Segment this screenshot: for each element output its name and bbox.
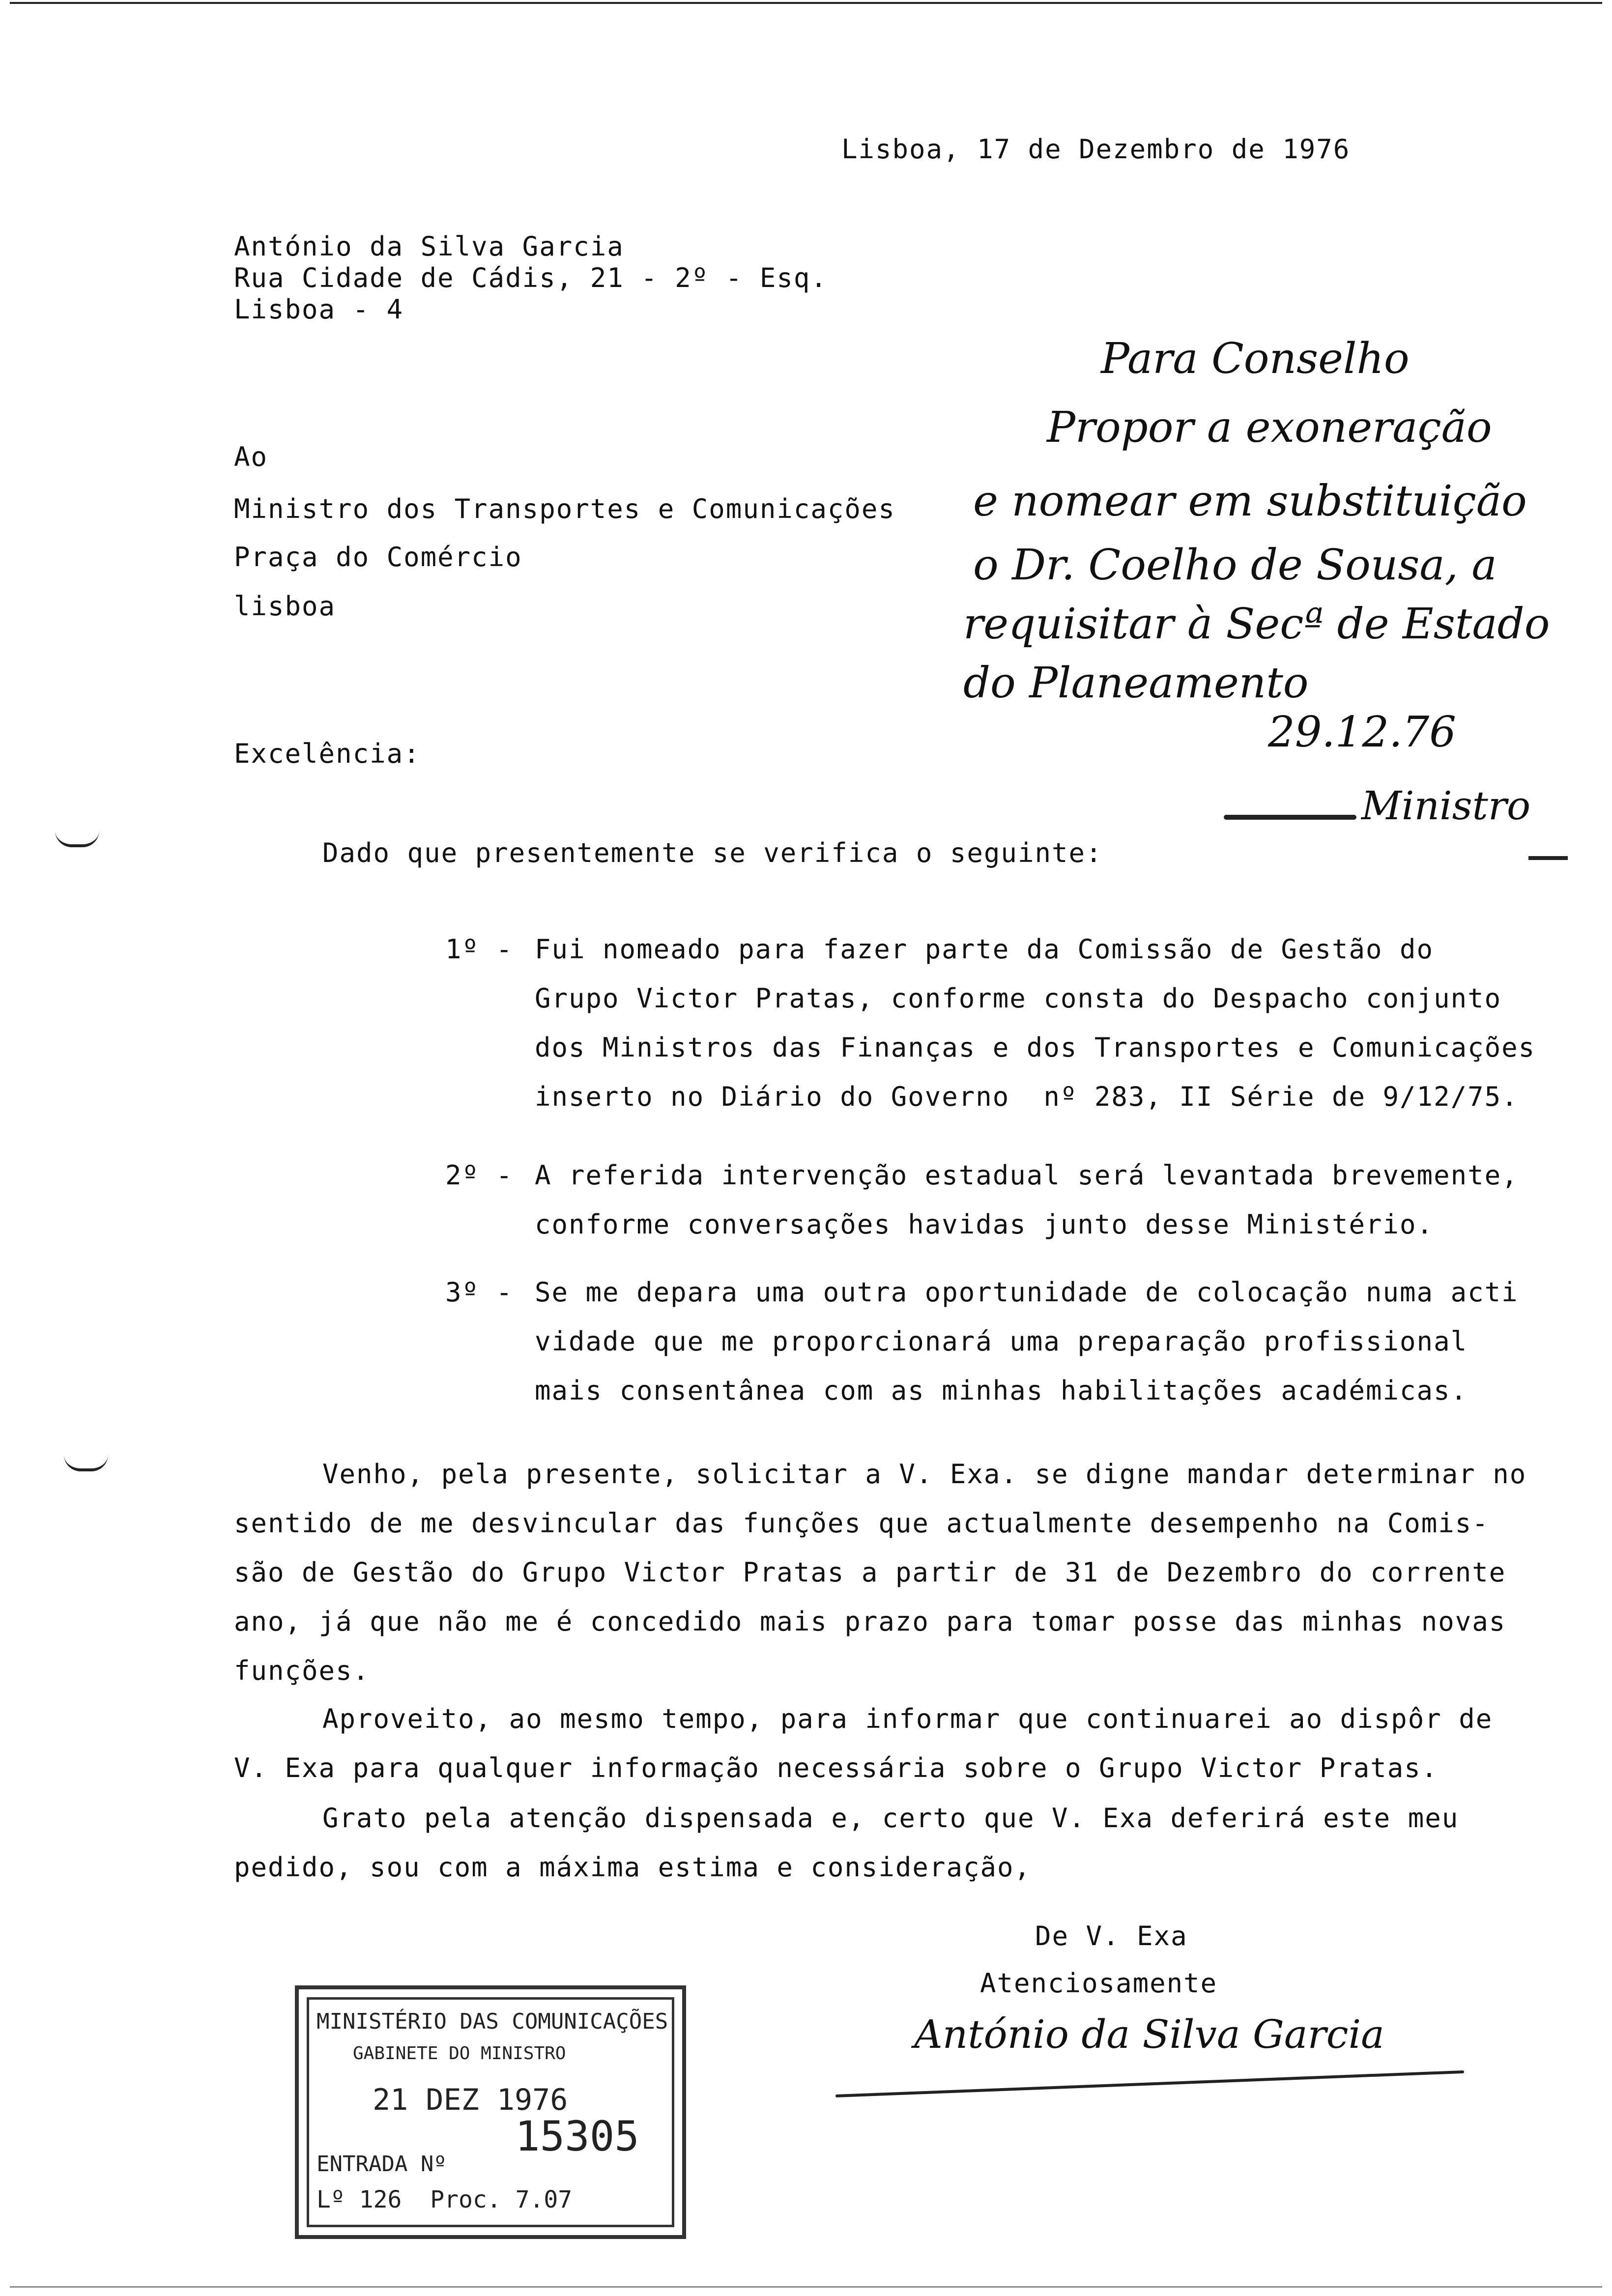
annotation-signature: Ministro xyxy=(1361,783,1531,829)
recipient-title: Ministro dos Transportes e Comunicações xyxy=(234,493,895,524)
paragraph-line: Aproveito, ao mesmo tempo, para informar que continuarei ao dispôr de xyxy=(322,1703,1493,1734)
registry-stamp xyxy=(295,1985,686,2239)
annotation-signature-stroke xyxy=(1224,815,1356,820)
item-line: Grupo Victor Pratas, conforme consta do Despacho conjunto xyxy=(535,983,1502,1014)
sender-city: Lisboa - 4 xyxy=(234,294,404,325)
stamp-office: GABINETE DO MINISTRO xyxy=(353,2043,566,2064)
punch-mark xyxy=(55,831,99,847)
closing-line: Atenciosamente xyxy=(980,1968,1218,1999)
annotation-line: Propor a exoneração xyxy=(1047,403,1492,452)
annotation-line: o Dr. Coelho de Sousa, a xyxy=(973,541,1497,590)
stamp-number: 15305 xyxy=(515,2112,639,2160)
top-border xyxy=(10,2,1602,4)
intro-text: Dado que presentemente se verifica o seguinte: xyxy=(322,837,1103,868)
item-line: inserto no Diário do Governo nº 283, II Série de 9/12/75. xyxy=(535,1081,1519,1112)
paragraph-line: sentido de me desvincular das funções que actualmente desempenho na Comis- xyxy=(234,1508,1489,1539)
stamp-date: 21 DEZ 1976 xyxy=(373,2083,568,2117)
item-line: conforme conversações havidas junto desse Ministério. xyxy=(535,1209,1434,1240)
place-date: Lisboa, 17 de Dezembro de 1976 xyxy=(841,134,1351,165)
closing-signature: António da Silva Garcia xyxy=(914,2011,1384,2057)
annotation-date: 29.12.76 xyxy=(1268,708,1456,757)
item-line: Se me depara uma outra oportunidade de colocação numa acti xyxy=(535,1277,1519,1308)
annotation-line: e nomear em substituição xyxy=(973,477,1527,526)
signature-flourish xyxy=(835,2070,1464,2097)
sender-name: António da Silva Garcia xyxy=(234,231,624,262)
item-number: 3º - xyxy=(445,1277,514,1308)
bottom-border xyxy=(10,2286,1602,2288)
item-line: Fui nomeado para fazer parte da Comissão de Gestão do xyxy=(535,934,1434,965)
annotation-line: requisitar à Secª de Estado xyxy=(963,600,1550,649)
punch-mark xyxy=(64,1455,108,1471)
paragraph-line: são de Gestão do Grupo Victor Pratas a partir de 31 de Dezembro do corrente xyxy=(234,1557,1506,1588)
item-number: 2º - xyxy=(445,1160,514,1191)
closing-line: De V. Exa xyxy=(1035,1921,1188,1952)
item-line: A referida intervenção estadual será levantada brevemente, xyxy=(535,1160,1519,1191)
salutation: Excelência: xyxy=(234,738,421,769)
stamp-ministry: MINISTÉRIO DAS COMUNICAÇÕES xyxy=(317,2009,668,2034)
paragraph-line: Venho, pela presente, solicitar a V. Exa. se digne mandar determinar no xyxy=(322,1459,1527,1490)
annotation-signature-underline xyxy=(1528,856,1568,860)
recipient-street: Praça do Comércio xyxy=(234,542,522,573)
stamp-ref: Lº 126 Proc. 7.07 xyxy=(317,2186,573,2213)
annotation-line: do Planeamento xyxy=(963,659,1309,708)
item-number: 1º - xyxy=(445,934,514,965)
recipient-prefix: Ao xyxy=(234,441,268,472)
paragraph-line: ano, já que não me é concedido mais prazo para tomar posse das minhas novas xyxy=(234,1606,1506,1637)
item-line: mais consentânea com as minhas habilitações académicas. xyxy=(535,1375,1468,1406)
item-line: vidade que me proporcionará uma preparação profissional xyxy=(535,1326,1468,1357)
paragraph-line: Grato pela atenção dispensada e, certo que V. Exa deferirá este meu xyxy=(322,1803,1459,1834)
item-line: dos Ministros das Finanças e dos Transportes e Comunicações xyxy=(535,1032,1536,1063)
sender-street: Rua Cidade de Cádis, 21 - 2º - Esq. xyxy=(234,262,828,293)
paragraph-line: V. Exa para qualquer informação necessária sobre o Grupo Victor Pratas. xyxy=(234,1752,1439,1783)
recipient-city: lisboa xyxy=(234,591,336,622)
paragraph-line: pedido, sou com a máxima estima e consideração, xyxy=(234,1852,1032,1883)
annotation-line: Para Conselho xyxy=(1101,334,1410,383)
paragraph-line: funções. xyxy=(234,1655,370,1686)
stamp-entry: ENTRADA Nº xyxy=(317,2152,447,2177)
